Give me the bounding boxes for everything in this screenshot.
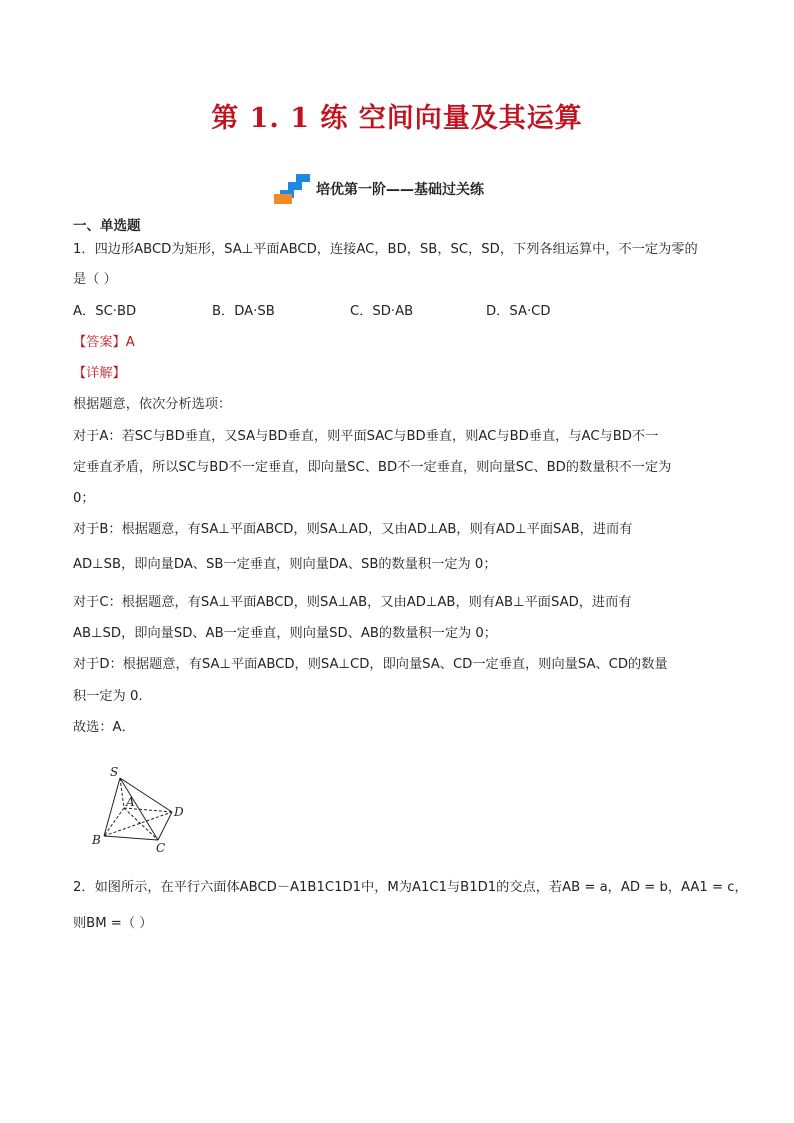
section-badge: [274, 172, 484, 206]
q2-stem-line2: 则BM =（ ）: [73, 916, 153, 931]
q1-detail-line: 对于A：若SC与BD垂直，又SA与BD垂直，则平面SAC与BD垂直，则AC与BD垂直，与AC与BD不一: [73, 429, 659, 444]
pyramid-figure: [86, 764, 196, 856]
q1-detail-line: 故选：A．: [73, 720, 135, 735]
q1-stem-line1: 1．四边形ABCD为矩形，SA⊥平面ABCD，连接AC，BD，SB，SC，SD，下列各组运算中，不一定为零的: [73, 242, 698, 257]
label-b: B: [92, 833, 101, 847]
stairs-icon: [274, 174, 310, 204]
page-title: 第 1. 1 练 空间向量及其运算: [211, 103, 583, 134]
q2-stem-line1: 2．如图所示，在平行六面体ABCD－A1B1C1D1中，M为A1C1与B1D1的交点，若AB = a，AD = b，AA1 = c，: [73, 880, 748, 895]
q1-detail-line: 定垂直矛盾，所以SC与BD不一定垂直，即向量SC、BD不一定垂直，则向量SC、BD的数量积不一定为: [73, 460, 672, 475]
q1-stem-line2: 是（ ）: [73, 272, 117, 287]
q1-detail-line: 根据题意，依次分析选项：: [73, 397, 232, 412]
q1-detail-line: 0；: [73, 491, 95, 506]
q1-answer: 【答案】A: [73, 335, 135, 350]
label-c: C: [156, 841, 166, 855]
q1-detail-line: AB⊥SD，即向量SD、AB一定垂直，则向量SD、AB的数量积一定为 0；: [73, 626, 497, 641]
q1-option-b: B．DA·SB: [212, 304, 275, 319]
q1-option-c: C．SD·AB: [350, 304, 414, 319]
q1-detail-line: 对于C：根据题意，有SA⊥平面ABCD，则SA⊥AB，又由AD⊥AB，则有AB⊥平面SAD，进而有: [73, 595, 632, 610]
label-s: S: [110, 765, 119, 779]
q1-detail-line: 对于B：根据题意，有SA⊥平面ABCD，则SA⊥AD，又由AD⊥AB，则有AD⊥平面SAB，进而有: [73, 522, 633, 537]
section-heading: 一、单选题: [73, 218, 141, 234]
q1-detail-line: 对于D：根据题意，有SA⊥平面ABCD，则SA⊥CD，即向量SA、CD一定垂直，则向量SA、CD的数量: [73, 657, 668, 672]
q1-option-a: A．SC·BD: [73, 304, 137, 319]
section-badge-label: 培优第一阶——基础过关练: [316, 182, 484, 198]
label-a: A: [126, 795, 135, 809]
q1-detail-line: AD⊥SB，即向量DA、SB一定垂直，则向量DA、SB的数量积一定为 0；: [73, 557, 497, 572]
label-d: D: [174, 805, 184, 819]
q1-detail-line: 积一定为 0.: [73, 689, 143, 704]
q1-option-d: D．SA·CD: [486, 304, 551, 319]
q1-detail-title: 【详解】: [73, 366, 126, 381]
